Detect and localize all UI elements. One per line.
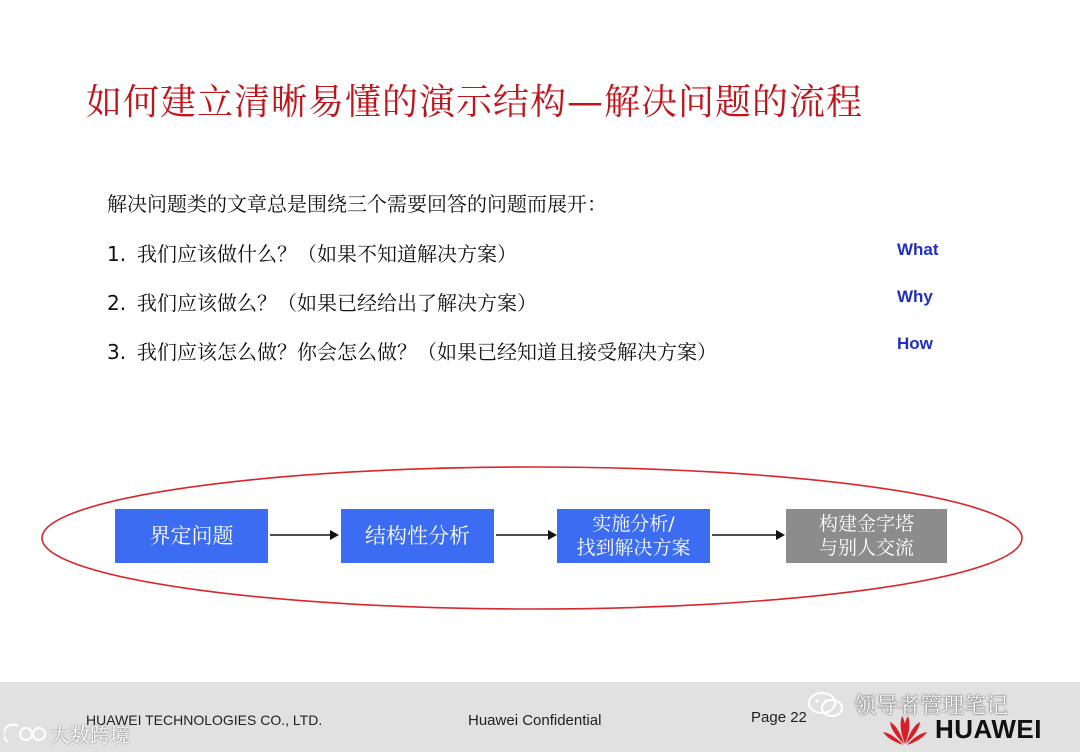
wechat-icon (806, 690, 846, 720)
flow-step-define-problem (115, 509, 268, 563)
question-3 (107, 336, 717, 365)
flow-step-implement-analysis (557, 509, 710, 563)
flow-step-label-line1: 构建金字塔 (818, 513, 914, 535)
footer-page-number: Page 22 (751, 709, 807, 726)
question-text: 我们应该做么？（如果已经给出了解决方案） (137, 291, 537, 315)
tag-what: What (897, 240, 939, 259)
huawei-logo (881, 712, 1042, 746)
arrow-right-icon (494, 527, 558, 543)
watermark-logo-icon (4, 722, 50, 746)
watermark-left-text: 大数跨境 (50, 723, 130, 747)
flow-step-label-line2: 与别人交流 (818, 537, 914, 559)
footer-confidential: Huawei Confidential (468, 712, 602, 729)
flow-step-label-line2: 找到解决方案 (576, 537, 691, 559)
footer-company: HUAWEI TECHNOLOGIES CO., LTD. (86, 712, 323, 728)
question-1 (107, 238, 517, 267)
flow-step-label: 结构性分析 (365, 524, 470, 548)
slide-title: 如何建立清晰易懂的演示结构—解决问题的流程 (86, 82, 864, 123)
huawei-wordmark: HUAWEI (935, 713, 1042, 744)
flow-step-structured-analysis (341, 509, 494, 563)
question-text: 我们应该做什么？（如果不知道解决方案） (137, 242, 517, 266)
question-text: 我们应该怎么做？你会怎么做？（如果已经知道且接受解决方案） (137, 340, 717, 364)
arrow-right-icon (710, 527, 786, 543)
arrow-right-icon (268, 527, 340, 543)
tag-why: Why (897, 287, 933, 306)
question-number: 2. (107, 291, 127, 315)
flow-step-label: 界定问题 (149, 524, 234, 548)
question-number: 3. (107, 340, 127, 364)
flow-step-label-line1: 实施分析/ (592, 513, 675, 535)
tag-how: How (897, 334, 933, 353)
question-2 (107, 287, 537, 316)
intro-text: 解决问题类的文章总是围绕三个需要回答的问题而展开： (107, 192, 607, 216)
watermark-left (4, 719, 130, 748)
huawei-petal-icon (881, 712, 929, 746)
flow-step-build-pyramid (786, 509, 947, 563)
question-number: 1. (107, 242, 127, 266)
watermark-right-text: 领导者管理笔记 (854, 694, 1009, 719)
